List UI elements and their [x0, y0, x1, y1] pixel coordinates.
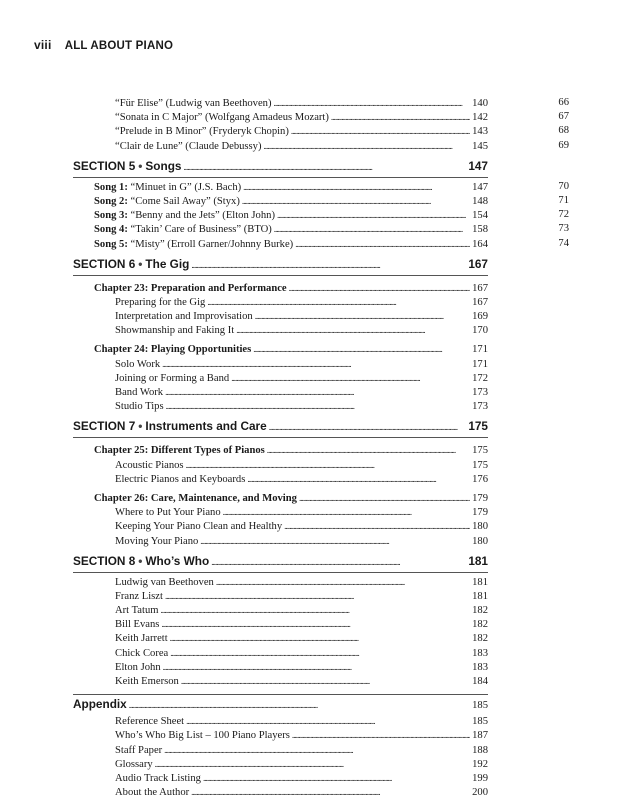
- chapter-title: Chapter 24: Playing Opportunities: [94, 344, 252, 356]
- entry-title: Chick Corea: [115, 647, 169, 659]
- entry-page: 180: [472, 521, 488, 533]
- song-entry[interactable]: [73, 194, 569, 208]
- toc-entry[interactable]: [73, 785, 488, 799]
- toc-entry[interactable]: [73, 458, 488, 472]
- dot-leader: [269, 419, 467, 434]
- toc-entry[interactable]: [73, 472, 488, 486]
- toc-entry[interactable]: [73, 96, 569, 110]
- appendix-page: 185: [472, 700, 488, 712]
- track-number: 74: [558, 237, 569, 249]
- toc-entry[interactable]: [73, 660, 488, 674]
- dot-leader: [129, 697, 470, 712]
- entry-page: 154: [472, 210, 488, 222]
- toc-entry[interactable]: [73, 589, 488, 603]
- entry-page: 171: [472, 344, 488, 356]
- page-number: viii: [34, 38, 52, 52]
- dot-leader: [247, 472, 470, 487]
- song-entry[interactable]: [73, 180, 569, 194]
- dot-leader: [170, 646, 470, 661]
- entry-title: Joining or Forming a Band: [115, 372, 230, 384]
- entry-page: 181: [472, 590, 488, 602]
- entry-title: Solo Work: [115, 358, 161, 370]
- song-number: Song 4:: [94, 224, 128, 236]
- entry-page: 173: [472, 401, 488, 413]
- dot-leader: [165, 385, 470, 400]
- section-page: 181: [468, 553, 488, 568]
- section-rule: [73, 572, 488, 573]
- entry-title: Glossary: [115, 758, 153, 770]
- entry-page: 145: [472, 140, 488, 152]
- dot-leader: [203, 771, 470, 786]
- song-number: Song 1:: [94, 181, 128, 193]
- dot-leader: [162, 357, 470, 372]
- dot-leader: [183, 159, 466, 174]
- entry-page: 183: [472, 661, 488, 673]
- dot-leader: [163, 660, 470, 675]
- toc-entry[interactable]: [73, 534, 488, 548]
- entry-title: Franz Liszt: [115, 590, 163, 602]
- dot-leader: [255, 309, 470, 324]
- entry-title: Preparing for the Gig: [115, 296, 206, 308]
- dot-leader: [207, 295, 470, 310]
- entry-page: 142: [472, 112, 488, 124]
- song-title: “Come Sail Away” (Styx): [130, 195, 240, 207]
- toc-entry[interactable]: [73, 757, 488, 771]
- entry-title: About the Author: [115, 787, 190, 799]
- toc-entry[interactable]: [73, 771, 488, 785]
- section-name: Who’s Who: [145, 553, 210, 568]
- dot-leader: [165, 589, 470, 604]
- entry-page: 167: [472, 282, 488, 294]
- song-number: Song 3:: [94, 210, 128, 222]
- song-title: “Benny and the Jets” (Elton John): [130, 210, 275, 222]
- entry-page: 180: [472, 535, 488, 547]
- entry-page: 175: [472, 445, 488, 457]
- section-page: 167: [468, 256, 488, 271]
- dot-leader: [161, 603, 471, 618]
- section-heading[interactable]: [73, 257, 488, 274]
- dot-leader: [267, 443, 470, 458]
- section-name: The Gig: [145, 256, 190, 271]
- track-number: 72: [558, 209, 569, 221]
- entry-page: 183: [472, 647, 488, 659]
- dot-leader: [274, 96, 471, 111]
- table-of-contents: [73, 96, 569, 799]
- section-page: 147: [468, 158, 488, 173]
- toc-entry[interactable]: [73, 575, 488, 589]
- entry-title: Audio Track Listing: [115, 772, 201, 784]
- entry-page: 182: [472, 633, 488, 645]
- entry-title: Keith Jarrett: [115, 633, 168, 645]
- entry-title: Studio Tips: [115, 401, 164, 413]
- song-entry[interactable]: [73, 222, 569, 236]
- dot-leader: [186, 458, 471, 473]
- entry-title: Who’s Who Big List – 100 Piano Players: [115, 730, 290, 742]
- song-entry[interactable]: [73, 208, 569, 222]
- appendix-title: Appendix: [73, 697, 127, 712]
- entry-title: Moving Your Piano: [115, 535, 199, 547]
- toc-entry[interactable]: [73, 323, 488, 337]
- entry-title: Reference Sheet: [115, 716, 185, 728]
- entry-title: Acoustic Pianos: [115, 459, 184, 471]
- dot-leader: [223, 505, 470, 520]
- dot-leader: [161, 617, 470, 632]
- appendix-heading[interactable]: [73, 697, 488, 714]
- section-rule: [73, 177, 488, 178]
- dot-leader: [200, 534, 470, 549]
- toc-entry[interactable]: [73, 357, 488, 371]
- track-number: 69: [558, 139, 569, 151]
- song-number: Song 2:: [94, 195, 128, 207]
- entry-page: 187: [472, 730, 488, 742]
- toc-entry[interactable]: [73, 743, 488, 757]
- dot-leader: [191, 257, 466, 272]
- entry-title: Keith Emerson: [115, 676, 179, 687]
- bullet-separator: •: [138, 553, 143, 568]
- entry-page: 173: [472, 387, 488, 398]
- toc-entry[interactable]: [73, 714, 488, 728]
- dot-leader: [291, 124, 470, 139]
- toc-entry[interactable]: [73, 139, 569, 153]
- entry-title: Staff Paper: [115, 744, 163, 756]
- dot-leader: [191, 785, 470, 800]
- track-number: 66: [558, 97, 569, 108]
- dot-leader: [181, 674, 470, 689]
- entry-page: 148: [472, 195, 488, 207]
- entry-title: Showmanship and Faking It: [115, 325, 235, 337]
- entry-title: Where to Put Your Piano: [115, 507, 221, 519]
- entry-title: Interpretation and Improvisation: [115, 311, 253, 323]
- toc-entry[interactable]: [73, 124, 569, 138]
- entry-page: 167: [472, 296, 488, 308]
- dot-leader: [231, 371, 470, 386]
- section-heading[interactable]: [73, 419, 488, 436]
- toc-entry[interactable]: [73, 603, 488, 617]
- running-head: [34, 38, 173, 53]
- track-number: 68: [558, 125, 569, 137]
- bullet-separator: •: [138, 256, 143, 271]
- entry-page: 176: [472, 473, 488, 485]
- dot-leader: [295, 237, 470, 252]
- track-number: 67: [558, 111, 569, 123]
- dot-leader: [299, 491, 470, 506]
- dot-leader: [264, 139, 471, 154]
- dot-leader: [211, 554, 466, 569]
- toc-entry[interactable]: [73, 631, 488, 645]
- song-title: “Minuet in G” (J.S. Bach): [130, 181, 242, 193]
- entry-title: Band Work: [115, 387, 164, 398]
- entry-page: 200: [472, 787, 488, 799]
- toc-entry[interactable]: [73, 110, 569, 124]
- entry-page: 185: [472, 716, 488, 728]
- toc-entry[interactable]: [73, 371, 488, 385]
- toc-entry[interactable]: [73, 674, 488, 688]
- entry-page: 172: [472, 372, 488, 384]
- toc-entry[interactable]: [73, 617, 488, 631]
- dot-leader: [331, 110, 470, 125]
- chapter-entry[interactable]: [73, 281, 488, 295]
- entry-title: Elton John: [115, 661, 161, 673]
- entry-title: Bill Evans: [115, 619, 160, 631]
- dot-leader: [243, 180, 470, 195]
- dot-leader: [274, 222, 470, 237]
- bullet-separator: •: [138, 419, 143, 434]
- chapter-title: Chapter 23: Preparation and Performance: [94, 282, 287, 294]
- dot-leader: [186, 714, 470, 729]
- entry-page: 199: [472, 772, 488, 784]
- entry-title: Ludwig van Beethoven: [115, 576, 214, 588]
- chapter-entry[interactable]: [73, 443, 488, 457]
- entry-page: 164: [472, 238, 488, 250]
- entry-title: “Clair de Lune” (Claude Debussy): [115, 140, 262, 152]
- dot-leader: [277, 208, 470, 223]
- entry-title: “Für Elise” (Ludwig van Beethoven): [115, 98, 272, 109]
- entry-page: 140: [472, 98, 488, 109]
- dot-leader: [216, 575, 470, 590]
- toc-entry[interactable]: [73, 505, 488, 519]
- entry-page: 170: [472, 325, 488, 337]
- entry-page: 175: [472, 459, 488, 471]
- section-rule: [73, 275, 488, 276]
- section-number: SECTION 8: [73, 553, 136, 568]
- chapter-entry[interactable]: [73, 342, 488, 356]
- entry-page: 182: [472, 619, 488, 631]
- section-number: SECTION 5: [73, 158, 136, 173]
- entry-page: 192: [472, 758, 488, 770]
- track-number: 70: [558, 180, 569, 192]
- entry-page: 179: [472, 507, 488, 519]
- song-title: “Takin’ Care of Business” (BTO): [130, 224, 272, 236]
- entry-page: 188: [472, 744, 488, 756]
- chapter-title: Chapter 26: Care, Maintenance, and Moving: [94, 492, 297, 504]
- dot-leader: [166, 399, 471, 414]
- entry-page: 143: [472, 126, 488, 138]
- section-rule: [73, 694, 488, 695]
- dot-leader: [289, 281, 470, 296]
- track-number: 71: [558, 194, 569, 206]
- chapter-title: Chapter 25: Different Types of Pianos: [94, 445, 265, 457]
- section-name: Instruments and Care: [145, 419, 267, 434]
- song-title: “Misty” (Erroll Garner/Johnny Burke): [130, 238, 294, 250]
- entry-page: 158: [472, 224, 488, 236]
- entry-page: 181: [472, 576, 488, 588]
- dot-leader: [164, 743, 470, 758]
- dot-leader: [253, 342, 470, 357]
- entry-page: 184: [472, 676, 488, 687]
- toc-entry[interactable]: [73, 295, 488, 309]
- section-heading[interactable]: [73, 554, 488, 571]
- toc-entry[interactable]: [73, 646, 488, 660]
- toc-entry[interactable]: [73, 519, 488, 533]
- entry-page: 171: [472, 358, 488, 370]
- track-number: 73: [558, 223, 569, 235]
- section-page: 175: [468, 419, 488, 434]
- entry-title: “Prelude in B Minor” (Fryderyk Chopin): [115, 126, 289, 138]
- dot-leader: [155, 757, 470, 772]
- section-number: SECTION 6: [73, 256, 136, 271]
- entry-page: 182: [472, 605, 488, 617]
- entry-page: 179: [472, 492, 488, 504]
- entry-title: Art Tatum: [115, 605, 159, 617]
- section-number: SECTION 7: [73, 419, 136, 434]
- dot-leader: [170, 631, 470, 646]
- entry-page: 147: [472, 181, 488, 193]
- entry-title: “Sonata in C Major” (Wolfgang Amadeus Mozart): [115, 112, 329, 124]
- chapter-entry[interactable]: [73, 491, 488, 505]
- section-name: Songs: [145, 158, 182, 173]
- dot-leader: [242, 194, 470, 209]
- song-entry[interactable]: [73, 237, 569, 251]
- dot-leader: [236, 323, 470, 338]
- dot-leader: [292, 728, 470, 743]
- toc-entry[interactable]: [73, 385, 488, 399]
- bullet-separator: •: [138, 158, 143, 173]
- section-rule: [73, 437, 488, 438]
- toc-entry[interactable]: [73, 399, 488, 413]
- entry-title: Keeping Your Piano Clean and Healthy: [115, 521, 283, 533]
- entry-title: Electric Pianos and Keyboards: [115, 473, 246, 485]
- section-heading[interactable]: [73, 159, 488, 176]
- entry-page: 169: [472, 311, 488, 323]
- dot-leader: [284, 519, 470, 534]
- book-title: ALL ABOUT PIANO: [64, 40, 174, 52]
- toc-entry[interactable]: [73, 309, 488, 323]
- toc-entry[interactable]: [73, 728, 488, 742]
- song-number: Song 5:: [94, 238, 128, 250]
